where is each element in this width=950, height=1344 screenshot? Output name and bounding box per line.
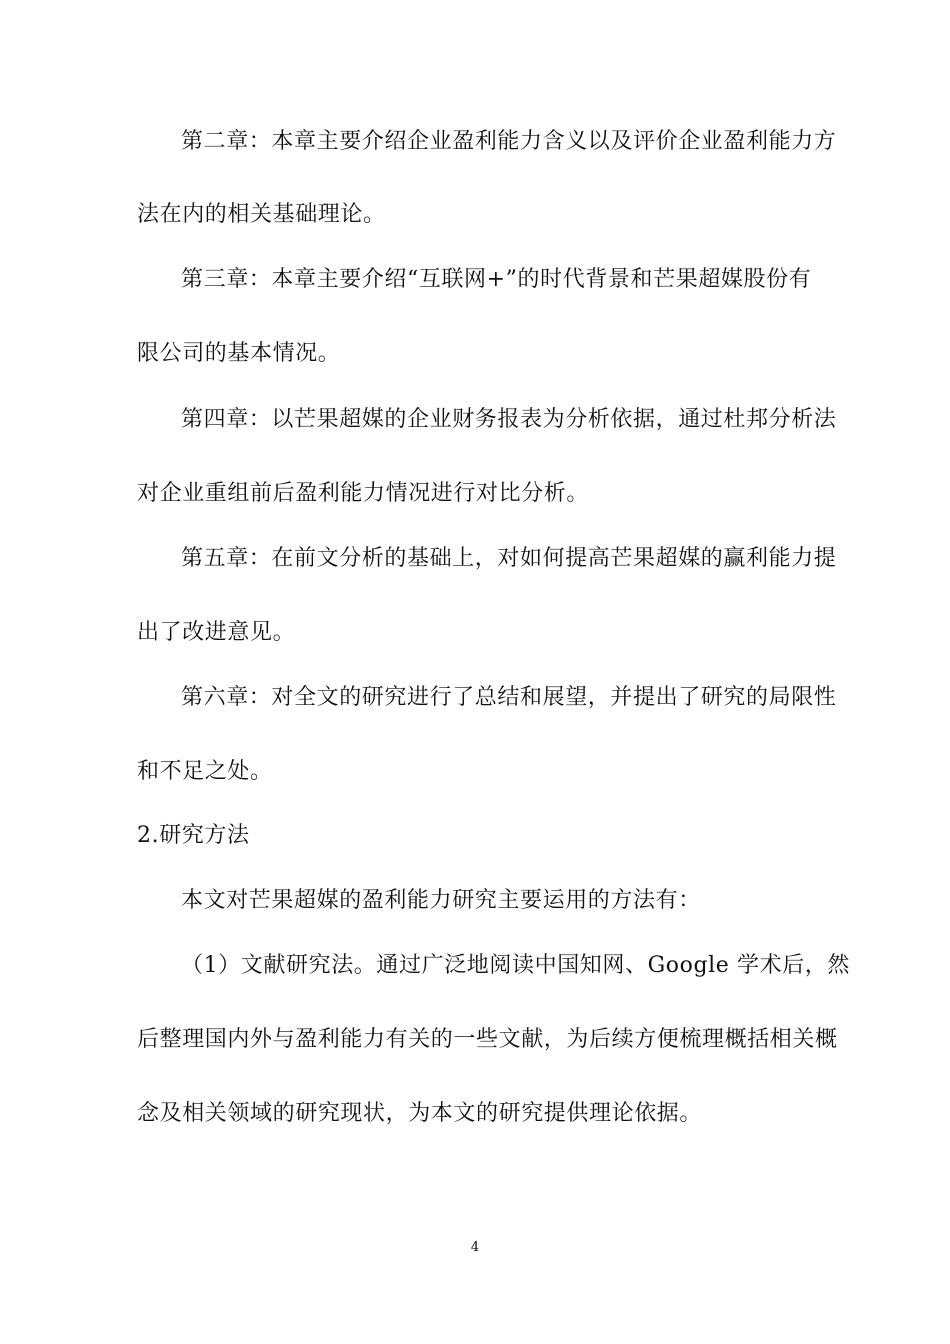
paragraph-chapter-five-line-1: 第五章：在前文分析的基础上，对如何提高芒果超媒的赢利能力提 (181, 546, 837, 571)
paragraph-chapter-two-line-1: 第二章：本章主要介绍企业盈利能力含义以及评价企业盈利能力方 (181, 129, 837, 154)
paragraph-literature-method-line-2: 后整理国内外与盈利能力有关的一些文献，为后续方便梳理概括相关概 (137, 1027, 838, 1052)
paragraph-literature-method-line-3: 念及相关领域的研究现状，为本文的研究提供理论依据。 (137, 1101, 703, 1126)
page-number: 4 (470, 1240, 480, 1255)
paragraph-chapter-two-line-2: 法在内的相关基础理论。 (137, 202, 386, 227)
paragraph-chapter-six-line-2: 和不足之处。 (137, 759, 273, 784)
section-heading-research-methods: 2.研究方法 (137, 823, 250, 848)
paragraph-literature-method-line-1: （1）文献研究法。通过广泛地阅读中国知网、Google 学术后，然 (181, 953, 850, 978)
paragraph-chapter-six-line-1: 第六章：对全文的研究进行了总结和展望，并提出了研究的局限性 (181, 685, 837, 710)
paragraph-chapter-four-line-1: 第四章：以芒果超媒的企业财务报表为分析依据，通过杜邦分析法 (181, 407, 837, 432)
paragraph-chapter-four-line-2: 对企业重组前后盈利能力情况进行对比分析。 (137, 481, 590, 506)
paragraph-chapter-three-line-1: 第三章：本章主要介绍“互联网+”的时代背景和芒果超媒股份有 (181, 267, 812, 292)
paragraph-chapter-five-line-2: 出了改进意见。 (137, 620, 296, 645)
paragraph-methods-intro: 本文对芒果超媒的盈利能力研究主要运用的方法有： (181, 888, 701, 913)
paragraph-chapter-three-line-2: 限公司的基本情况。 (137, 341, 341, 366)
